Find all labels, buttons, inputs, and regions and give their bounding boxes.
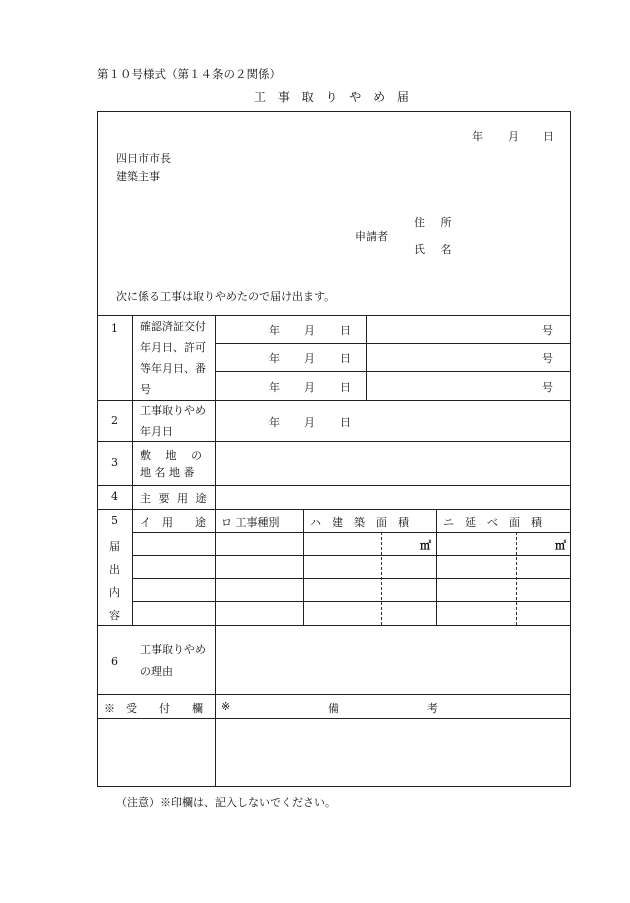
row1-entry-day: 日 [340, 352, 351, 365]
row2-month: 月 [304, 416, 315, 429]
divider [97, 694, 571, 695]
divider [303, 509, 304, 625]
row-number-3: 3 [111, 456, 118, 469]
divider [132, 601, 571, 602]
form-number: 第１０号様式（第１４条の２関係） [97, 67, 281, 81]
row-number-1: 1 [111, 322, 118, 335]
row1-entry-year: 年 [269, 352, 280, 365]
row1-entry-year: 年 [269, 324, 280, 337]
address-label: 住 所 [414, 216, 458, 229]
row1-entry-number-suffix: 号 [542, 324, 553, 337]
row5-side-char: 容 [109, 609, 120, 622]
row5-side-char: 内 [109, 586, 120, 599]
applicant-label: 申請者 [355, 230, 388, 243]
form-title: 工 事 取 り や め 届 [254, 90, 413, 104]
row2-day: 日 [340, 416, 351, 429]
row-number-4: 4 [111, 490, 118, 503]
row2-year: 年 [269, 416, 280, 429]
unit-square-meter: ㎡ [555, 539, 566, 552]
dashed-divider [381, 532, 382, 625]
addressee-mayor: 四日市市長 [116, 152, 171, 165]
row1-entry-day: 日 [340, 381, 351, 394]
divider [436, 509, 437, 625]
row4-label: 主 要 用 途 [140, 492, 209, 505]
divider [366, 315, 367, 400]
divider [97, 485, 571, 486]
row-number-2: 2 [111, 414, 118, 427]
header-work-type: ロ 工事種別 [221, 516, 280, 529]
divider [132, 315, 133, 625]
unit-square-meter: ㎡ [420, 539, 431, 552]
header-use: イ 用 途 [140, 516, 206, 529]
row1-entry-month: 月 [304, 324, 315, 337]
divider [215, 315, 216, 787]
divider [97, 625, 571, 626]
date-year: 年 [472, 130, 483, 143]
row1-entry-number-suffix: 号 [542, 352, 553, 365]
divider [132, 578, 571, 579]
row5-side-char: 届 [109, 540, 120, 553]
divider [132, 555, 571, 556]
divider [132, 532, 571, 533]
row3-label-line2: 地 名 地 番 [140, 466, 195, 479]
row1-entry-month: 月 [304, 352, 315, 365]
divider [215, 343, 571, 344]
row-number-5: 5 [111, 514, 118, 527]
row2-label: 工事取りやめ 年月日 [140, 404, 206, 438]
reception-column-header: ※ 受 付 欄 [104, 702, 203, 715]
row1-entry-month: 月 [304, 381, 315, 394]
row6-label: 工事取りやめ の理由 [140, 643, 206, 678]
header-floor-area: ニ 延 べ 面 積 [443, 516, 542, 529]
divider [97, 509, 571, 510]
addressee-official: 建築主事 [116, 170, 160, 183]
row-number-6: 6 [111, 655, 118, 668]
divider [215, 371, 571, 372]
row1-entry-day: 日 [340, 324, 351, 337]
row1-label: 確認済証交付 年月日、許可 等年月日、番 号 [140, 320, 206, 396]
date-day: 日 [543, 130, 554, 143]
row3-label-line1: 敷 地 の [140, 449, 202, 462]
dashed-divider [516, 532, 517, 625]
header-building-area: ハ 建 築 面 積 [310, 516, 409, 529]
divider [97, 718, 571, 719]
date-month: 月 [508, 130, 519, 143]
remarks-mark: ※ [221, 700, 231, 713]
row1-entry-year: 年 [269, 381, 280, 394]
statement-text: 次に係る工事は取りやめたので届け出ます。 [116, 290, 336, 303]
row5-side-char: 出 [109, 563, 120, 576]
name-label: 氏 名 [414, 243, 458, 256]
row1-entry-number-suffix: 号 [542, 381, 553, 394]
remarks-column-header: 備 考 [328, 702, 438, 715]
note-text: （注意）※印欄は、記入しないでください。 [116, 796, 336, 809]
